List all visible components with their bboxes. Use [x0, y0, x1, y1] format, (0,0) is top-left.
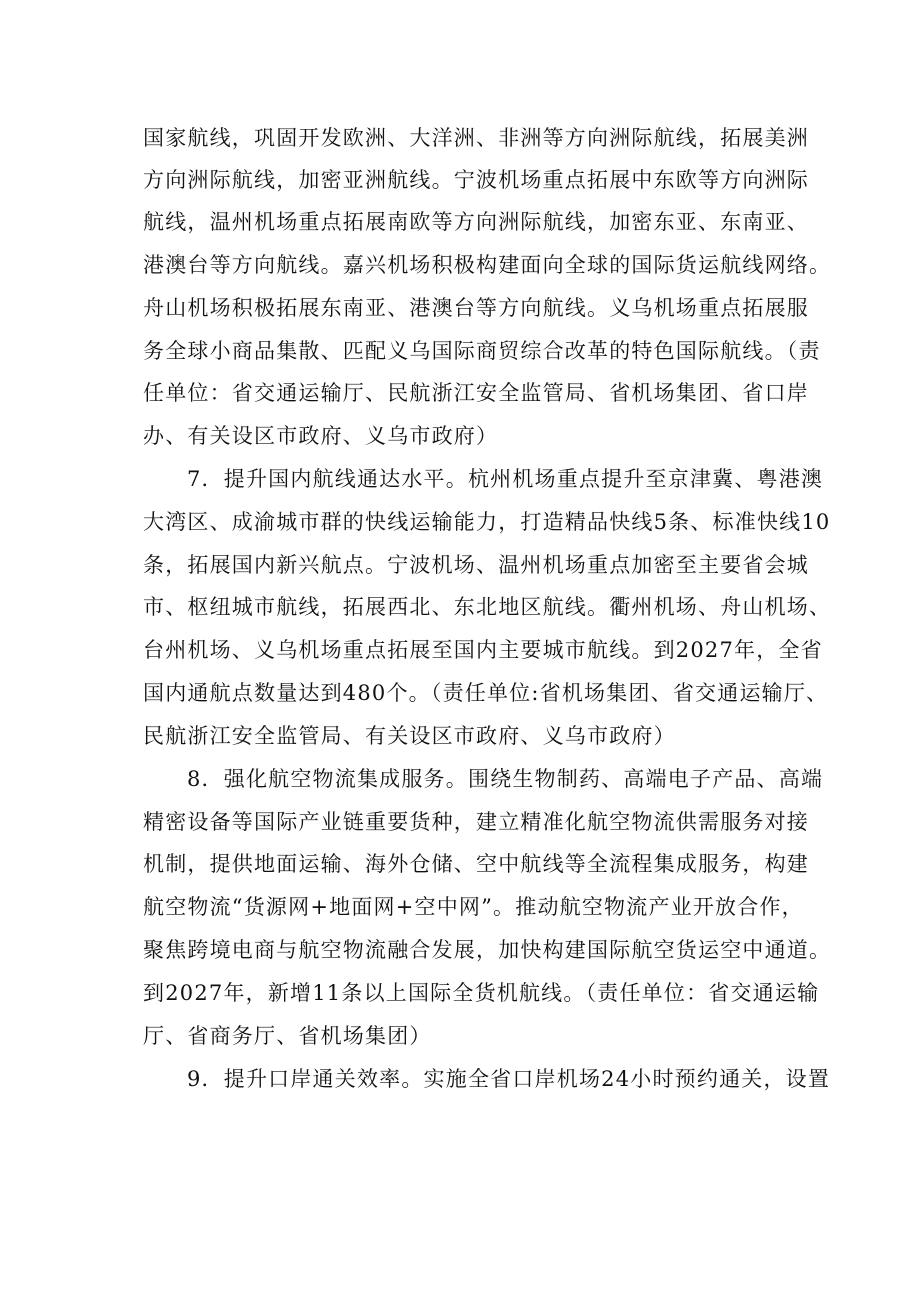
text-line: 方向洲际航线，加密亚洲航线。宁波机场重点拓展中东欧等方向洲际: [143, 168, 809, 192]
text-line: 机制，提供地面运输、海外仓储、空中航线等全流程集成服务，构建: [143, 852, 809, 876]
text-line: 市、枢纽城市航线，拓展西北、东北地区航线。衢州机场、舟山机场、: [143, 595, 832, 619]
text-line: 港澳台等方向航线。嘉兴机场积极构建面向全球的国际货运航线网络。: [143, 253, 832, 277]
text-line: 航线，温州机场重点拓展南欧等方向洲际航线，加密东亚、东南亚、: [143, 210, 809, 234]
text-line: 国家航线，巩固开发欧洲、大洋洲、非洲等方向洲际航线，拓展美洲: [143, 126, 809, 150]
paragraph-8-heading-line: 8．强化航空物流集成服务。围绕生物制药、高端电子产品、高端: [187, 767, 824, 791]
text-line: 厅、省商务厅、省机场集团）: [143, 1024, 432, 1048]
text-line: 台州机场、义乌机场重点拓展至国内主要城市航线。到2027年，全省: [143, 638, 823, 662]
text-line: 务全球小商品集散、匹配义乌国际商贸综合改革的特色国际航线。（责: [143, 339, 821, 363]
text-line: 大湾区、成渝城市群的快线运输能力，打造精品快线5条、标准快线10: [143, 510, 831, 534]
text-line: 航空物流“货源网+地面网+空中网”。推动航空物流产业开放合作，: [143, 895, 804, 919]
paragraph-9-heading-line: 9．提升口岸通关效率。实施全省口岸机场24小时预约通关，设置: [187, 1067, 831, 1091]
text-line: 任单位：省交通运输厅、民航浙江安全监管局、省机场集团、省口岸: [143, 381, 809, 405]
text-line: 民航浙江安全监管局、有关设区市政府、义乌市政府）: [143, 724, 676, 748]
text-line: 舟山机场积极拓展东南亚、港澳台等方向航线。义乌机场重点拓展服: [143, 296, 809, 320]
text-line: 聚焦跨境电商与航空物流融合发展，加快构建国际航空货运空中通道。: [143, 938, 832, 962]
text-line: 办、有关设区市政府、义乌市政府）: [143, 424, 499, 448]
text-line: 国内通航点数量达到480个。（责任单位:省机场集团、省交通运输厅、: [143, 681, 829, 705]
text-line: 条，拓展国内新兴航点。宁波机场、温州机场重点加密至主要省会城: [143, 553, 809, 577]
text-line: 精密设备等国际产业链重要货种，建立精准化航空物流供需服务对接: [143, 810, 809, 834]
paragraph-7-heading-line: 7．提升国内航线通达水平。杭州机场重点提升至京津冀、粤港澳: [187, 467, 824, 491]
text-line: 到2027年，新增11条以上国际全货机航线。（责任单位：省交通运输: [143, 981, 820, 1005]
